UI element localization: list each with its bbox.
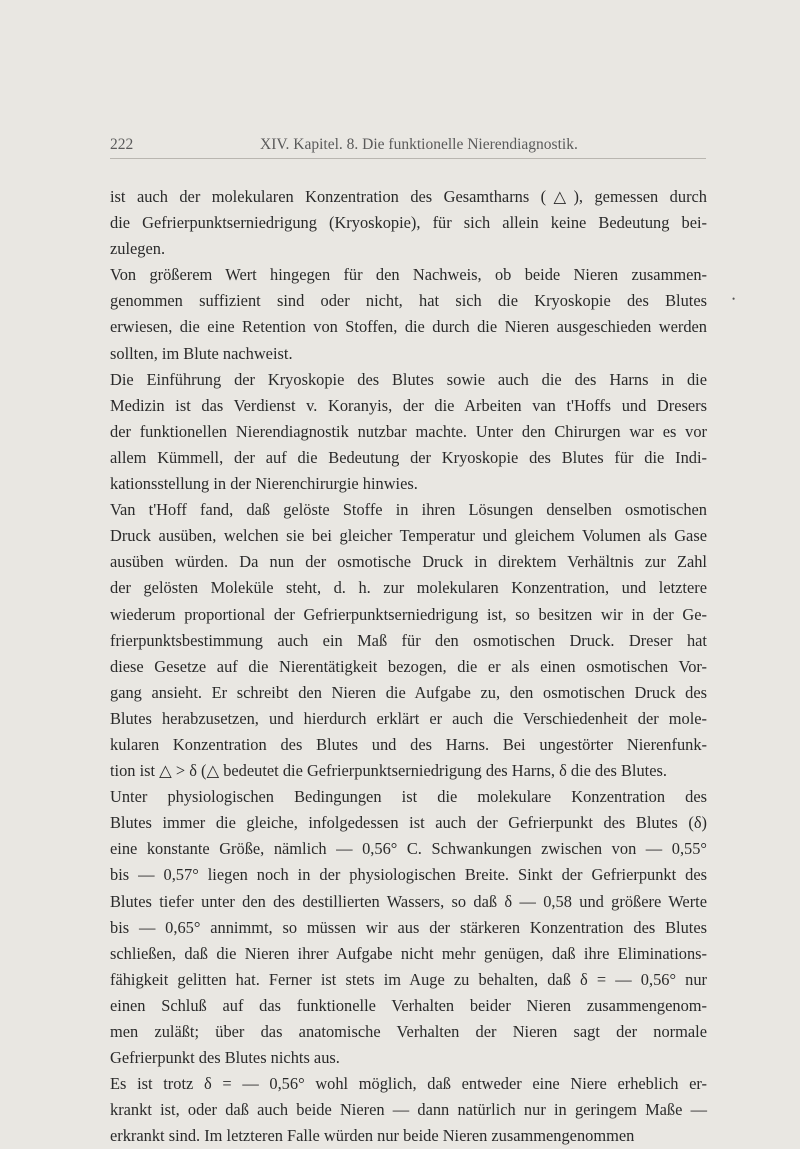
text-line: der gelösten Moleküle steht, d. h. zur molekularen Konzentration, und letztere (110, 578, 707, 598)
header-rule (110, 158, 706, 159)
text-line: fähigkeit gelitten hat. Ferner ist stets im Auge zu behalten, daß δ = — 0,56° nur (110, 969, 707, 989)
body-text (110, 184, 707, 1149)
text-line: kularen Konzentration des Blutes und des Harns. Bei ungestörter Nierenfunk- (110, 734, 707, 754)
page-number: 222 (110, 136, 134, 153)
text-line: der funktionellen Nierendiagnostik nutzbar machte. Unter den Chirurgen war es vor (110, 421, 707, 441)
text-line: allem Kümmell, der auf die Bedeutung der Kryoskopie des Blutes für die Indi- (110, 447, 707, 467)
text-line: Die Einführung der Kryoskopie des Blutes sowie auch die des Harns in die (110, 369, 707, 389)
paragraph-p3 (110, 367, 707, 497)
text-line: schließen, daß die Nieren ihrer Aufgabe nicht mehr genügen, daß ihre Eliminations- (110, 943, 707, 963)
text-line: Van t'Hoff fand, daß gelöste Stoffe in ihren Lösungen denselben osmotischen (110, 500, 707, 520)
text-line: bis — 0,65° annimmt, so müssen wir aus der stärkeren Konzentration des Blutes (110, 917, 707, 937)
text-line: krankt ist, oder daß auch beide Nieren — dann natürlich nur in geringem Maße — (110, 1100, 707, 1120)
paragraph-p1 (110, 184, 707, 262)
text-line: gang ansieht. Er schreibt den Nieren die Aufgabe zu, den osmotischen Druck des (110, 682, 707, 702)
text-line: erwiesen, die eine Retention von Stoffen, die durch die Nieren ausgeschieden werden (110, 317, 707, 337)
text-line: Druck ausüben, welchen sie bei gleicher Temperatur und gleichem Volumen als Gase (110, 526, 707, 546)
text-line: men zuläßt; über das anatomische Verhalten der Nieren sagt der normale (110, 1022, 707, 1041)
text-line: die Gefrierpunktserniedrigung (Kryoskopie), für sich allein keine Bedeutung bei- (110, 213, 707, 233)
text-line: ausüben würden. Da nun der osmotische Druck in direktem Verhältnis zur Zahl (110, 552, 707, 572)
text-line: Medizin ist das Verdienst v. Koranyis, der die Arbeiten van t'Hoffs und Dresers (110, 395, 707, 415)
text-line: Es ist trotz δ = — 0,56° wohl möglich, daß entweder eine Niere erheblich er- (110, 1074, 707, 1094)
text-line: zulegen. (110, 239, 166, 259)
paragraph-p6 (110, 1071, 707, 1149)
text-line: kationsstellung in der Nierenchirurgie hinwies. (110, 474, 418, 494)
text-line: wiederum proportional der Gefrierpunktserniedrigung ist, so besitzen wir in der Ge- (110, 604, 707, 624)
text-line: Blutes tiefer unter den des destillierten Wassers, so daß δ — 0,58 und größere Werte (110, 891, 707, 911)
text-line: sollten, im Blute nachweist. (110, 343, 293, 363)
text-line: Unter physiologischen Bedingungen ist die molekulare Konzentration des (110, 787, 707, 807)
text-line: frierpunktsbestimmung auch ein Maß für den osmotischen Druck. Dreser hat (110, 630, 707, 650)
paragraph-p5 (110, 784, 707, 1071)
text-line: tion ist △ > δ (△ bedeutet die Gefrierpunktserniedrigung des Harns, δ die des Blutes. (110, 761, 667, 781)
text-line: genommen suffizient sind oder nicht, hat sich die Kryoskopie des Blutes (110, 291, 707, 311)
text-line: bis — 0,57° liegen noch in der physiologischen Breite. Sinkt der Gefrierpunkt des (110, 865, 707, 885)
text-line: Blutes immer die gleiche, infolgedessen ist auch der Gefrierpunkt des Blutes (δ) (110, 813, 707, 833)
text-line: Blutes herabzusetzen, und hierdurch erklärt er auch die Verschiedenheit der mole- (110, 708, 707, 728)
text-line: ist auch der molekularen Konzentration des Gesamtharns (△), gemessen durch (110, 187, 707, 206)
text-line: einen Schluß auf das funktionelle Verhalten beider Nieren zusammengenom- (110, 995, 707, 1015)
paragraph-p2 (110, 262, 707, 366)
running-title: XIV. Kapitel. 8. Die funktionelle Nierendiagnostik. (260, 136, 578, 153)
paragraph-p4 (110, 497, 707, 784)
text-line: Gefrierpunkt des Blutes nichts aus. (110, 1048, 340, 1068)
text-line: diese Gesetze auf die Nierentätigkeit bezogen, die er als einen osmotischen Vor- (110, 656, 707, 676)
text-line: eine konstante Größe, nämlich — 0,56° C. Schwankungen zwischen von — 0,55° (110, 839, 707, 859)
margin-dot: • (732, 294, 736, 304)
text-line: Von größerem Wert hingegen für den Nachweis, ob beide Nieren zusammen- (110, 265, 707, 285)
text-line: erkrankt sind. Im letzteren Falle würden nur beide Nieren zusammengenommen (110, 1126, 635, 1146)
